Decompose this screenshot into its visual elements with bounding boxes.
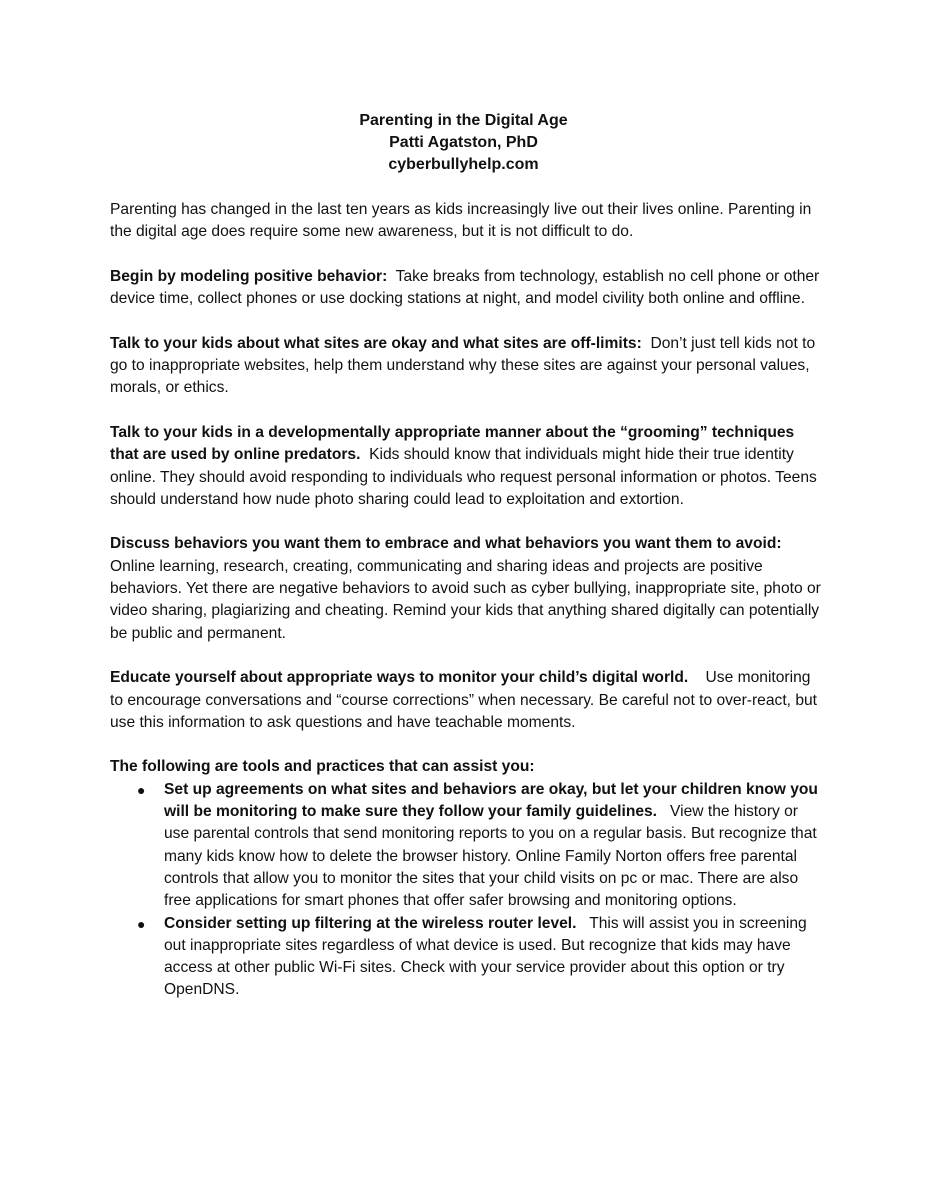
tools-list: [110, 779, 825, 1002]
section-sites: [110, 333, 825, 400]
section-text: Kids should know that individuals might hide their true identity online. They should avoid responding to individuals who request personal information or photos. Teens should understand how nude photo sharing could lead to exploitation and extortion.: [110, 446, 817, 508]
list-item-text: This will assist you in screening out inappropriate sites regardless of what device is used. But recognize that kids may have access at other public Wi-Fi sites. Check with your service provider about this option or try OpenDNS.: [164, 914, 807, 999]
intro-text: Parenting has changed in the last ten years as kids increasingly live out their lives online. Parenting in the digital age does require some new awareness, but it is not difficult to do.: [110, 201, 812, 241]
tools-heading: The following are tools and practices that can assist you:: [110, 758, 535, 776]
section-text: Online learning, research, creating, communicating and sharing ideas and projects are positive behaviors. Yet there are negative behaviors to avoid such as cyber bullying, inappropriate site, photo or video sharing, plagiarizing and cheating. Remind your kids that anything shared digitally can potentially be public and permanent.: [110, 557, 821, 642]
section-modeling: [110, 266, 825, 311]
bullet-icon: ●: [137, 915, 146, 932]
section-heading: Talk to your kids in a developmentally appropriate manner about the “grooming” techniques that are used by online predators.: [110, 423, 795, 464]
document-website: cyberbullyhelp.com: [388, 156, 539, 173]
intro-paragraph: [110, 199, 825, 244]
list-item-text: View the history or use parental controls that send monitoring reports to you on a regular basis. But recognize that many kids know how to delete the browser history. Online Family Norton offers free parental controls that allow you to monitor the sites that your child visits on pc or mac. There are also free applications for smart phones that offer safer browsing and monitoring options.: [164, 803, 817, 910]
section-heading: Begin by modeling positive behavior:: [110, 267, 388, 285]
section-heading: Talk to your kids about what sites are okay and what sites are off-limits:: [110, 334, 642, 352]
section-behaviors: [110, 533, 825, 644]
list-item: [137, 913, 825, 1002]
document-header: [0, 110, 927, 176]
list-item: [137, 779, 825, 913]
list-item-heading: Set up agreements on what sites and behaviors are okay, but let your children know you will be monitoring to make sure they follow your family guidelines.: [164, 780, 818, 821]
document-author: Patti Agatston, PhD: [389, 134, 538, 151]
document-body: [110, 199, 825, 1002]
section-heading: Educate yourself about appropriate ways to monitor your child’s digital world.: [110, 669, 689, 687]
section-text: Use monitoring to encourage conversations and “course corrections” when necessary. Be careful not to over-react, but use this information to ask questions and have teachable moments.: [110, 669, 817, 731]
document-title: Parenting in the Digital Age: [359, 112, 568, 129]
section-text: Take breaks from technology, establish no cell phone or other device time, collect phones or use docking stations at night, and model civility both online and offline.: [110, 267, 820, 308]
section-text: Don’t just tell kids not to go to inappropriate websites, help them understand why these sites are against your personal values, morals, or ethics.: [110, 334, 816, 397]
list-item-heading: Consider setting up filtering at the wireless router level.: [164, 914, 577, 932]
tools-section: [110, 756, 825, 1001]
section-grooming: [110, 422, 825, 511]
section-monitor: [110, 667, 825, 734]
bullet-icon: ●: [137, 781, 146, 798]
section-heading: Discuss behaviors you want them to embrace and what behaviors you want them to avoid:: [110, 535, 782, 553]
